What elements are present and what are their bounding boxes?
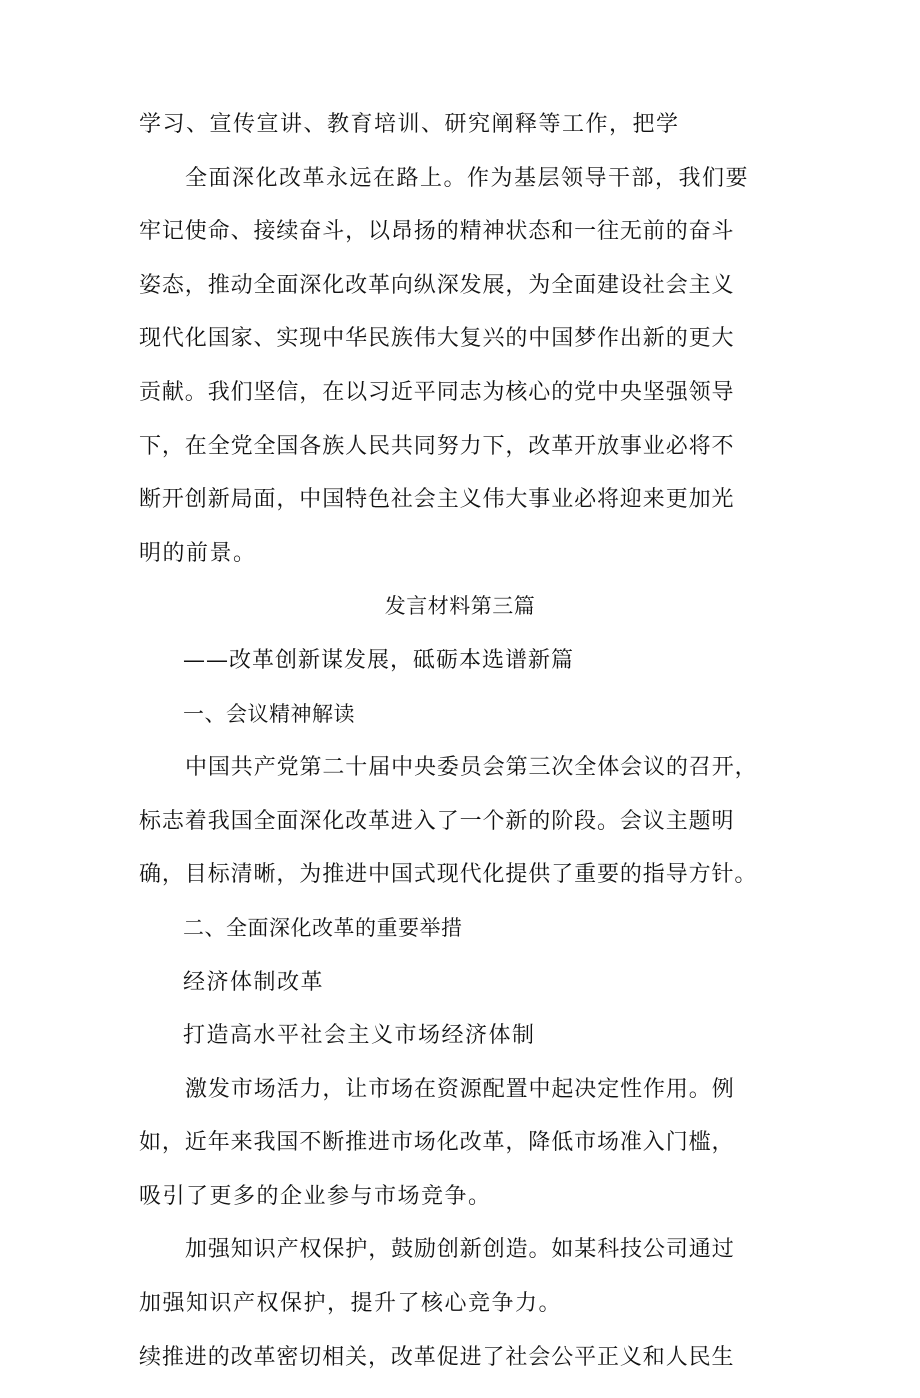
paragraph-line: 吸引了更多的企业参与市场竞争。	[139, 1183, 492, 1209]
section-title: 发言材料第三篇	[384, 594, 536, 619]
paragraph-line: 明的前景。	[139, 540, 257, 566]
paragraph-line: 下，在全党全国各族人民共同努力下，改革开放事业必将不	[139, 433, 735, 459]
paragraph-line: 现代化国家、实现中华民族伟大复兴的中国梦作出新的更大	[139, 326, 735, 352]
paragraph-line: 加强知识产权保护，鼓励创新创造。如某科技公司通过	[185, 1237, 735, 1263]
paragraph-line: 续推进的改革密切相关，改革促进了社会公平正义和人民生	[139, 1344, 735, 1370]
document-body	[139, 112, 781, 1398]
paragraph-line: 姿态，推动全面深化改革向纵深发展，为全面建设社会主义	[139, 272, 735, 298]
paragraph-line: 如，近年来我国不断推进市场化改革，降低市场准入门槛，	[139, 1130, 735, 1156]
paragraph-line: 确，目标清晰，为推进中国式现代化提供了重要的指导方针。	[139, 862, 758, 888]
subheading: 打造高水平社会主义市场经济体制	[183, 1023, 536, 1049]
paragraph-line: 牢记使命、接续奋斗，以昂扬的精神状态和一往无前的奋斗	[139, 219, 735, 245]
paragraph-line: 贡献。我们坚信，在以习近平同志为核心的党中央坚强领导	[139, 379, 735, 405]
paragraph-line: 加强知识产权保护，提升了核心竞争力。	[139, 1291, 563, 1317]
paragraph-line: 中国共产党第二十届中央委员会第三次全体会议的召开，	[185, 755, 758, 781]
paragraph-line: 全面深化改革永远在路上。作为基层领导干部，我们要	[185, 165, 750, 191]
paragraph-line: 激发市场活力，让市场在资源配置中起决定性作用。例	[185, 1076, 735, 1102]
heading-2: 二、全面深化改革的重要举措	[183, 915, 463, 940]
heading-1: 一、会议精神解读	[183, 701, 355, 726]
paragraph-line: 学习、宣传宣讲、教育培训、研究阐释等工作，把学	[139, 112, 680, 137]
section-subtitle: ——改革创新谋发展，砥砺本选谱新篇	[183, 647, 575, 673]
subheading: 经济体制改革	[183, 969, 325, 995]
paragraph-line: 断开创新局面，中国特色社会主义伟大事业必将迎来更加光	[139, 487, 735, 513]
paragraph-line: 标志着我国全面深化改革进入了一个新的阶段。会议主题明	[139, 808, 735, 834]
